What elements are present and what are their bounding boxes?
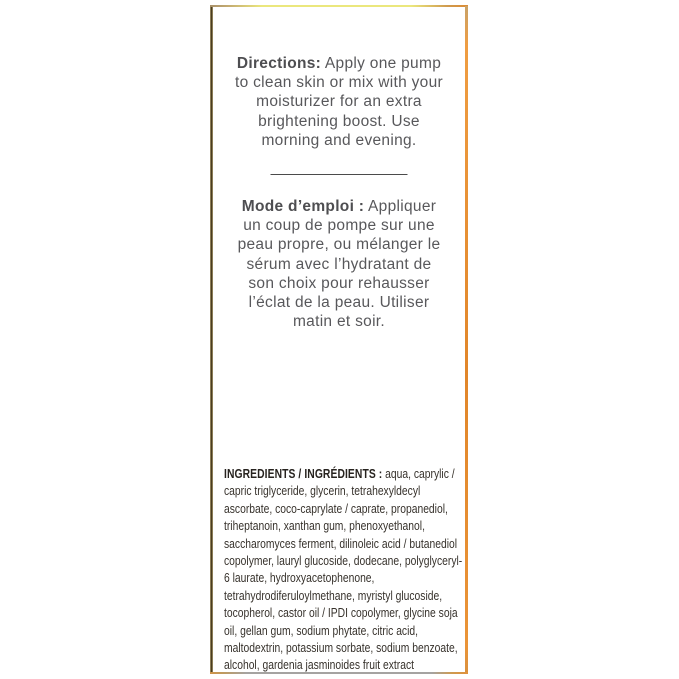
packaging-back-panel [210, 5, 468, 674]
panel-right-border [465, 6, 468, 673]
directions-paragraph [232, 54, 446, 150]
directions-label: Directions: [236, 55, 322, 72]
panel-left-border [210, 7, 213, 672]
directions-text: Apply one pump to clean skin or mix with your moisturizer for an extra brightening boost. Use morning and evening. [235, 55, 443, 149]
panel-top-border [210, 5, 468, 7]
section-divider [271, 174, 408, 175]
ingredients-text: aqua, caprylic / capric triglyceride, glycerin, tetrahexyldecyl ascorbate, coco-caprylate / caprate, propanediol, triheptanoin, xanthan gum, phenoxyethanol, saccharomyces ferment, dilinoleic acid / butanediol copolymer, lauryl glucoside, dodecane, polyglyceryl-6 laurate, hydroxyacetophenone, tetrahydrodiferuloylmethane, myristyl glucoside, tocopherol, castor oil / IPDI copolymer, glycine soja oil, gellan gum, sodium phytate, citric acid, maltodextrin, potassium sorbate, sodium benzoate, alcohol, gardenia jasminoides fruit extract [224, 467, 463, 673]
mode-demploi-label: Mode d’emploi : [241, 198, 365, 215]
mode-demploi-text: Appliquer un coup de pompe sur une peau propre, ou mélanger le sérum avec l’hydratant de son choix pour rehausser l’éclat de la peau. Utiliser matin et soir. [237, 198, 441, 331]
mode-demploi-paragraph [232, 197, 446, 331]
ingredients-paragraph [224, 466, 463, 675]
ingredients-label: INGREDIENTS / INGRÉDIENTS : [224, 467, 383, 481]
